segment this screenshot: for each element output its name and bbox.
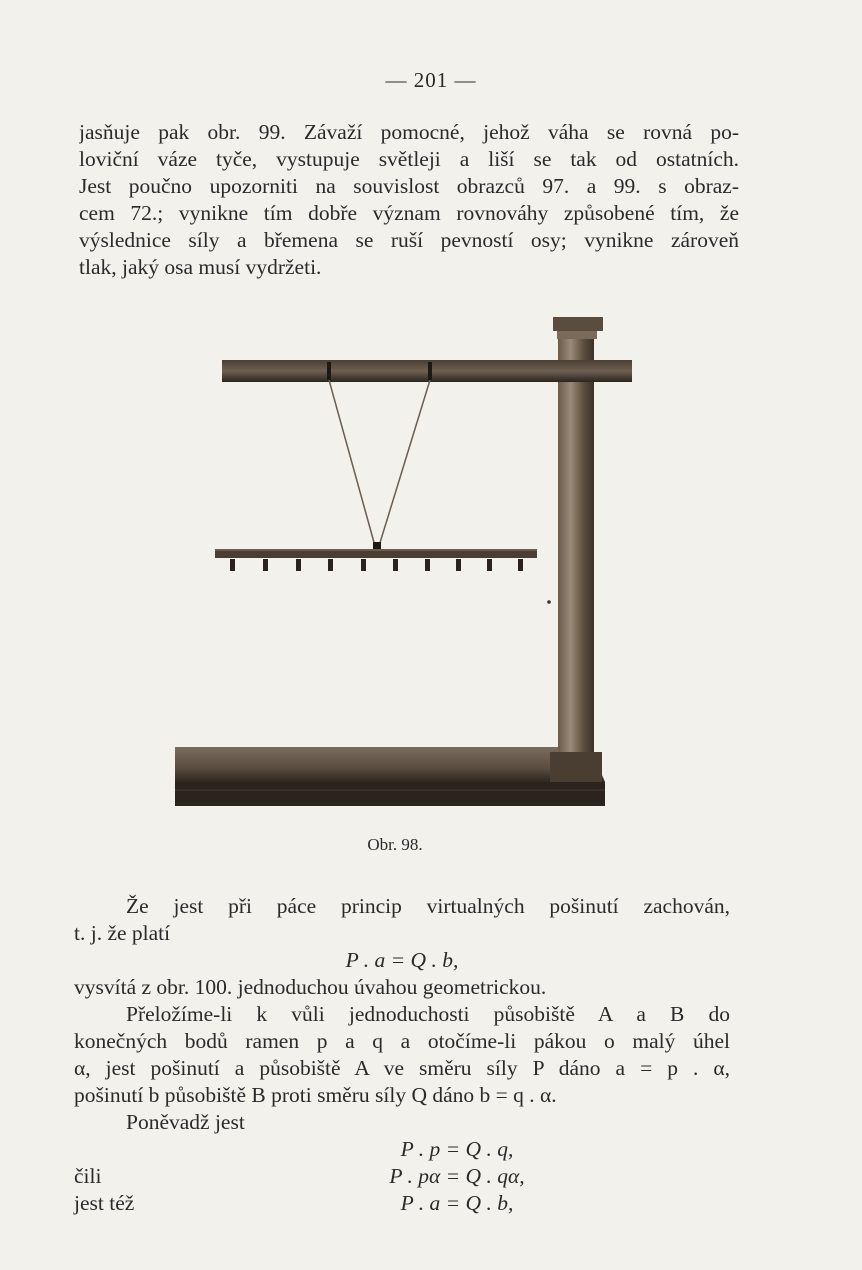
text-line: pošinutí b působiště B proti směru síly Q dáno b = q . α. bbox=[74, 1083, 557, 1107]
equation-row bbox=[74, 1190, 730, 1217]
equation-label: čili bbox=[74, 1164, 102, 1188]
post-cap bbox=[553, 317, 603, 331]
equation: P . pα = Q . qα, bbox=[389, 1164, 525, 1188]
post bbox=[558, 339, 594, 759]
weights bbox=[230, 559, 523, 571]
lever-apparatus-photo bbox=[170, 312, 640, 817]
equation: P . a = Q . b, bbox=[400, 1191, 514, 1215]
page-number: — 201 — bbox=[385, 68, 477, 92]
text-row bbox=[74, 1109, 730, 1136]
text-line: Že jest při páce princip virtualných pošinutí zachován, bbox=[126, 894, 730, 918]
equation-label: jest též bbox=[74, 1191, 135, 1215]
text-line: t. j. že platí bbox=[74, 921, 171, 945]
text-line: Jest poučno upozorniti na souvislost obrazců 97. a 99. s obraz- bbox=[79, 174, 739, 198]
text-line: jasňuje pak obr. 99. Závaží pomocné, jehož váha se rovná po- bbox=[79, 120, 739, 144]
bottom-text bbox=[74, 893, 730, 1217]
lever-apparatus-figure bbox=[170, 312, 640, 817]
text-line: Poněvadž jest bbox=[126, 1110, 245, 1134]
equation-row bbox=[74, 1163, 730, 1190]
text-line: Přeložíme-li k vůli jednoduchosti působiště A a B do bbox=[126, 1002, 730, 1026]
text-line: tlak, jaký osa musí vydržeti. bbox=[79, 255, 322, 279]
equation-row bbox=[74, 1136, 730, 1163]
text-line: loviční váze tyče, vystupuje světleji a liší se tak od ostatních. bbox=[79, 147, 739, 171]
base-board bbox=[175, 747, 605, 782]
equation: P . a = Q . b, bbox=[345, 948, 459, 972]
top-paragraph bbox=[79, 119, 739, 281]
base-board-edge bbox=[175, 782, 605, 806]
text-line: výslednice síly a břemena se ruší pevností osy; vynikne zároveň bbox=[79, 228, 739, 252]
text-line: cem 72.; vynikne tím dobře význam rovnováhy způsobené tím, že bbox=[79, 201, 739, 225]
text-line: α, jest pošinutí a působiště A ve směru síly P dáno a = p . α, bbox=[74, 1056, 730, 1080]
figure-caption: Obr. 98. bbox=[367, 835, 423, 854]
text-line: vysvítá z obr. 100. jednoduchou úvahou geometrickou. bbox=[74, 975, 547, 999]
equation: P . p = Q . q, bbox=[400, 1137, 514, 1161]
text-line: konečných bodů ramen p a q a otočíme-li pákou o malý úhel bbox=[74, 1029, 730, 1053]
string-right bbox=[379, 380, 430, 546]
string-left bbox=[329, 380, 375, 546]
top-beam bbox=[222, 360, 632, 382]
